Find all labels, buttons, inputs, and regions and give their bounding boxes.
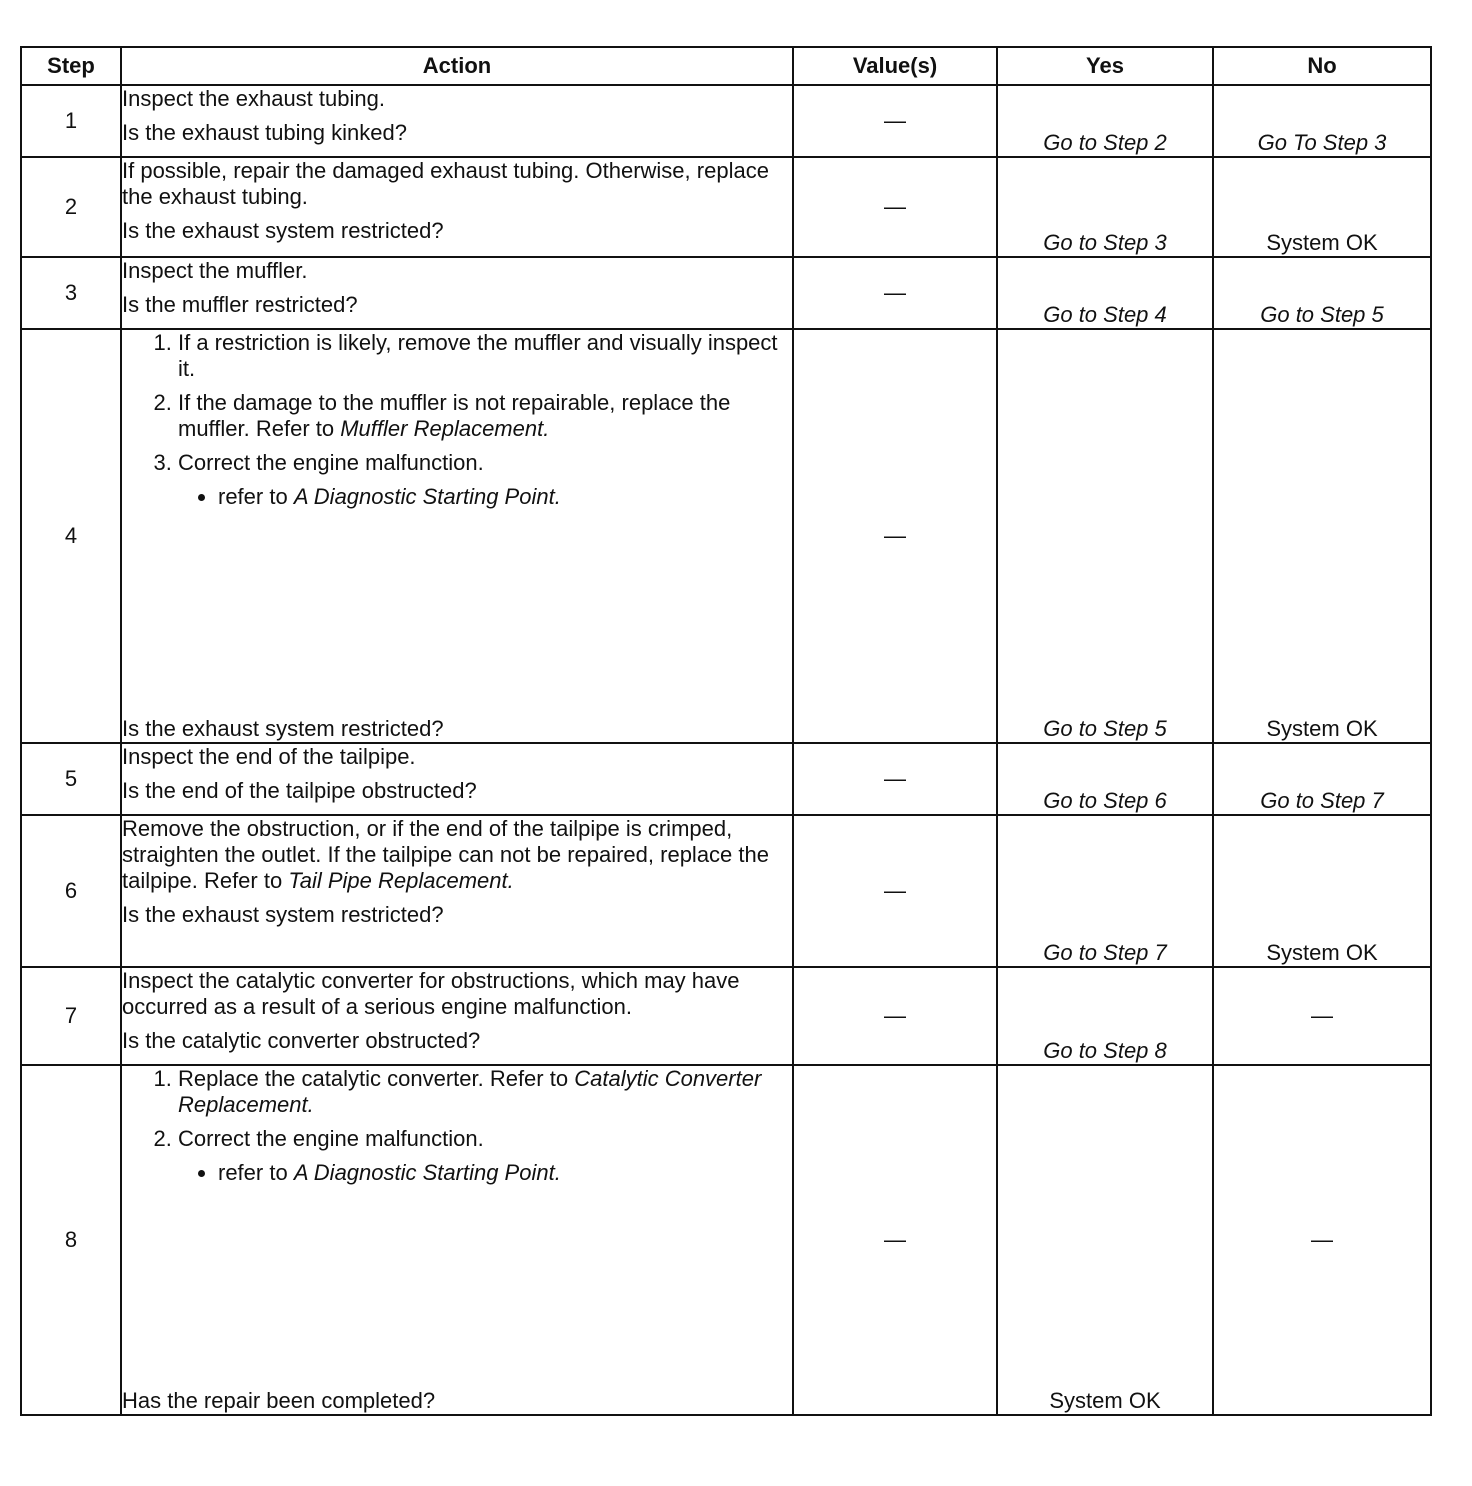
step-number: 5 [21,743,121,815]
yes-result: Go to Step 4 [997,257,1213,329]
question-text: Is the exhaust system restricted? [122,716,444,741]
action-cell [121,257,793,329]
action-cell [121,815,793,967]
value-cell: — [793,85,997,157]
action-text: If possible, repair the damaged exhaust tubing. Otherwise, replace the exhaust tubing. [122,158,769,209]
list-item: 3. Correct the engine malfunction. • refer to A Diagnostic Starting Point. [178,450,792,510]
question-text: Is the exhaust system restricted? [122,902,444,927]
step-number: 7 [21,967,121,1065]
action-cell [121,743,793,815]
action-text: Inspect the exhaust tubing. [122,86,385,111]
action-cell [121,967,793,1065]
header-row [21,47,1431,85]
table-row [21,329,1431,743]
value-cell: — [793,1065,997,1415]
value-cell: — [793,743,997,815]
action-list [122,330,792,518]
no-result: Go to Step 5 [1213,257,1431,329]
list-item: 1. If a restriction is likely, remove the muffler and visually inspect it. [178,330,792,382]
action-cell [121,85,793,157]
value-cell: — [793,157,997,257]
action-text: Remove the obstruction, or if the end of the tailpipe is crimped, straighten the outlet. If the tailpipe can not be repaired, replace the tailpipe. Refer to Tail Pipe Replacement. [122,816,769,893]
header-step: Step [21,47,121,85]
no-result: — [1213,1065,1431,1415]
action-cell [121,329,793,743]
action-list [122,1066,792,1194]
question-text: Has the repair been completed? [122,1388,436,1413]
step-number: 4 [21,329,121,743]
diagnostic-table [20,46,1432,1416]
action-cell [121,157,793,257]
value-cell: — [793,815,997,967]
table-row [21,257,1431,329]
yes-result: Go to Step 7 [997,815,1213,967]
action-text: Inspect the end of the tailpipe. [122,744,416,769]
no-result: Go To Step 3 [1213,85,1431,157]
list-item: 1. Replace the catalytic converter. Refer to Catalytic Converter Replacement. [178,1066,792,1118]
bullet-item: • refer to A Diagnostic Starting Point. [218,484,792,510]
no-result: System OK [1213,157,1431,257]
reference-link: A Diagnostic Starting Point. [293,484,561,509]
reference-link: A Diagnostic Starting Point. [293,1160,561,1185]
yes-result: Go to Step 6 [997,743,1213,815]
step-number: 2 [21,157,121,257]
header-no: No [1213,47,1431,85]
step-number: 6 [21,815,121,967]
list-item: 2. If the damage to the muffler is not repairable, replace the muffler. Refer to Muffler Replacement. [178,390,792,442]
table-row [21,815,1431,967]
table-row [21,967,1431,1065]
action-cell [121,1065,793,1415]
action-text: Inspect the catalytic converter for obstructions, which may have occurred as a result of a serious engine malfunction. [122,968,740,1019]
table-row [21,1065,1431,1415]
reference-link: Muffler Replacement. [340,416,550,441]
yes-result: Go to Step 2 [997,85,1213,157]
table-row [21,85,1431,157]
reference-link: Catalytic Converter Replacement. [178,1066,762,1117]
value-cell: — [793,257,997,329]
question-text: Is the exhaust system restricted? [122,218,444,243]
question-text: Is the exhaust tubing kinked? [122,120,407,145]
yes-result: Go to Step 8 [997,967,1213,1065]
question-text: Is the end of the tailpipe obstructed? [122,778,477,803]
yes-result: Go to Step 5 [997,329,1213,743]
step-number: 1 [21,85,121,157]
yes-result: System OK [997,1065,1213,1415]
table-row [21,157,1431,257]
table-row [21,743,1431,815]
no-result: System OK [1213,329,1431,743]
no-result: — [1213,967,1431,1065]
step-number: 3 [21,257,121,329]
question-text: Is the catalytic converter obstructed? [122,1028,481,1053]
header-yes: Yes [997,47,1213,85]
question-text: Is the muffler restricted? [122,292,358,317]
yes-result: Go to Step 3 [997,157,1213,257]
list-item: 2. Correct the engine malfunction. • refer to A Diagnostic Starting Point. [178,1126,792,1186]
value-cell: — [793,329,997,743]
bullet-item: • refer to A Diagnostic Starting Point. [218,1160,792,1186]
reference-link: Tail Pipe Replacement. [288,868,514,893]
no-result: System OK [1213,815,1431,967]
header-action: Action [121,47,793,85]
action-text: Inspect the muffler. [122,258,308,283]
step-number: 8 [21,1065,121,1415]
header-values: Value(s) [793,47,997,85]
value-cell: — [793,967,997,1065]
no-result: Go to Step 7 [1213,743,1431,815]
